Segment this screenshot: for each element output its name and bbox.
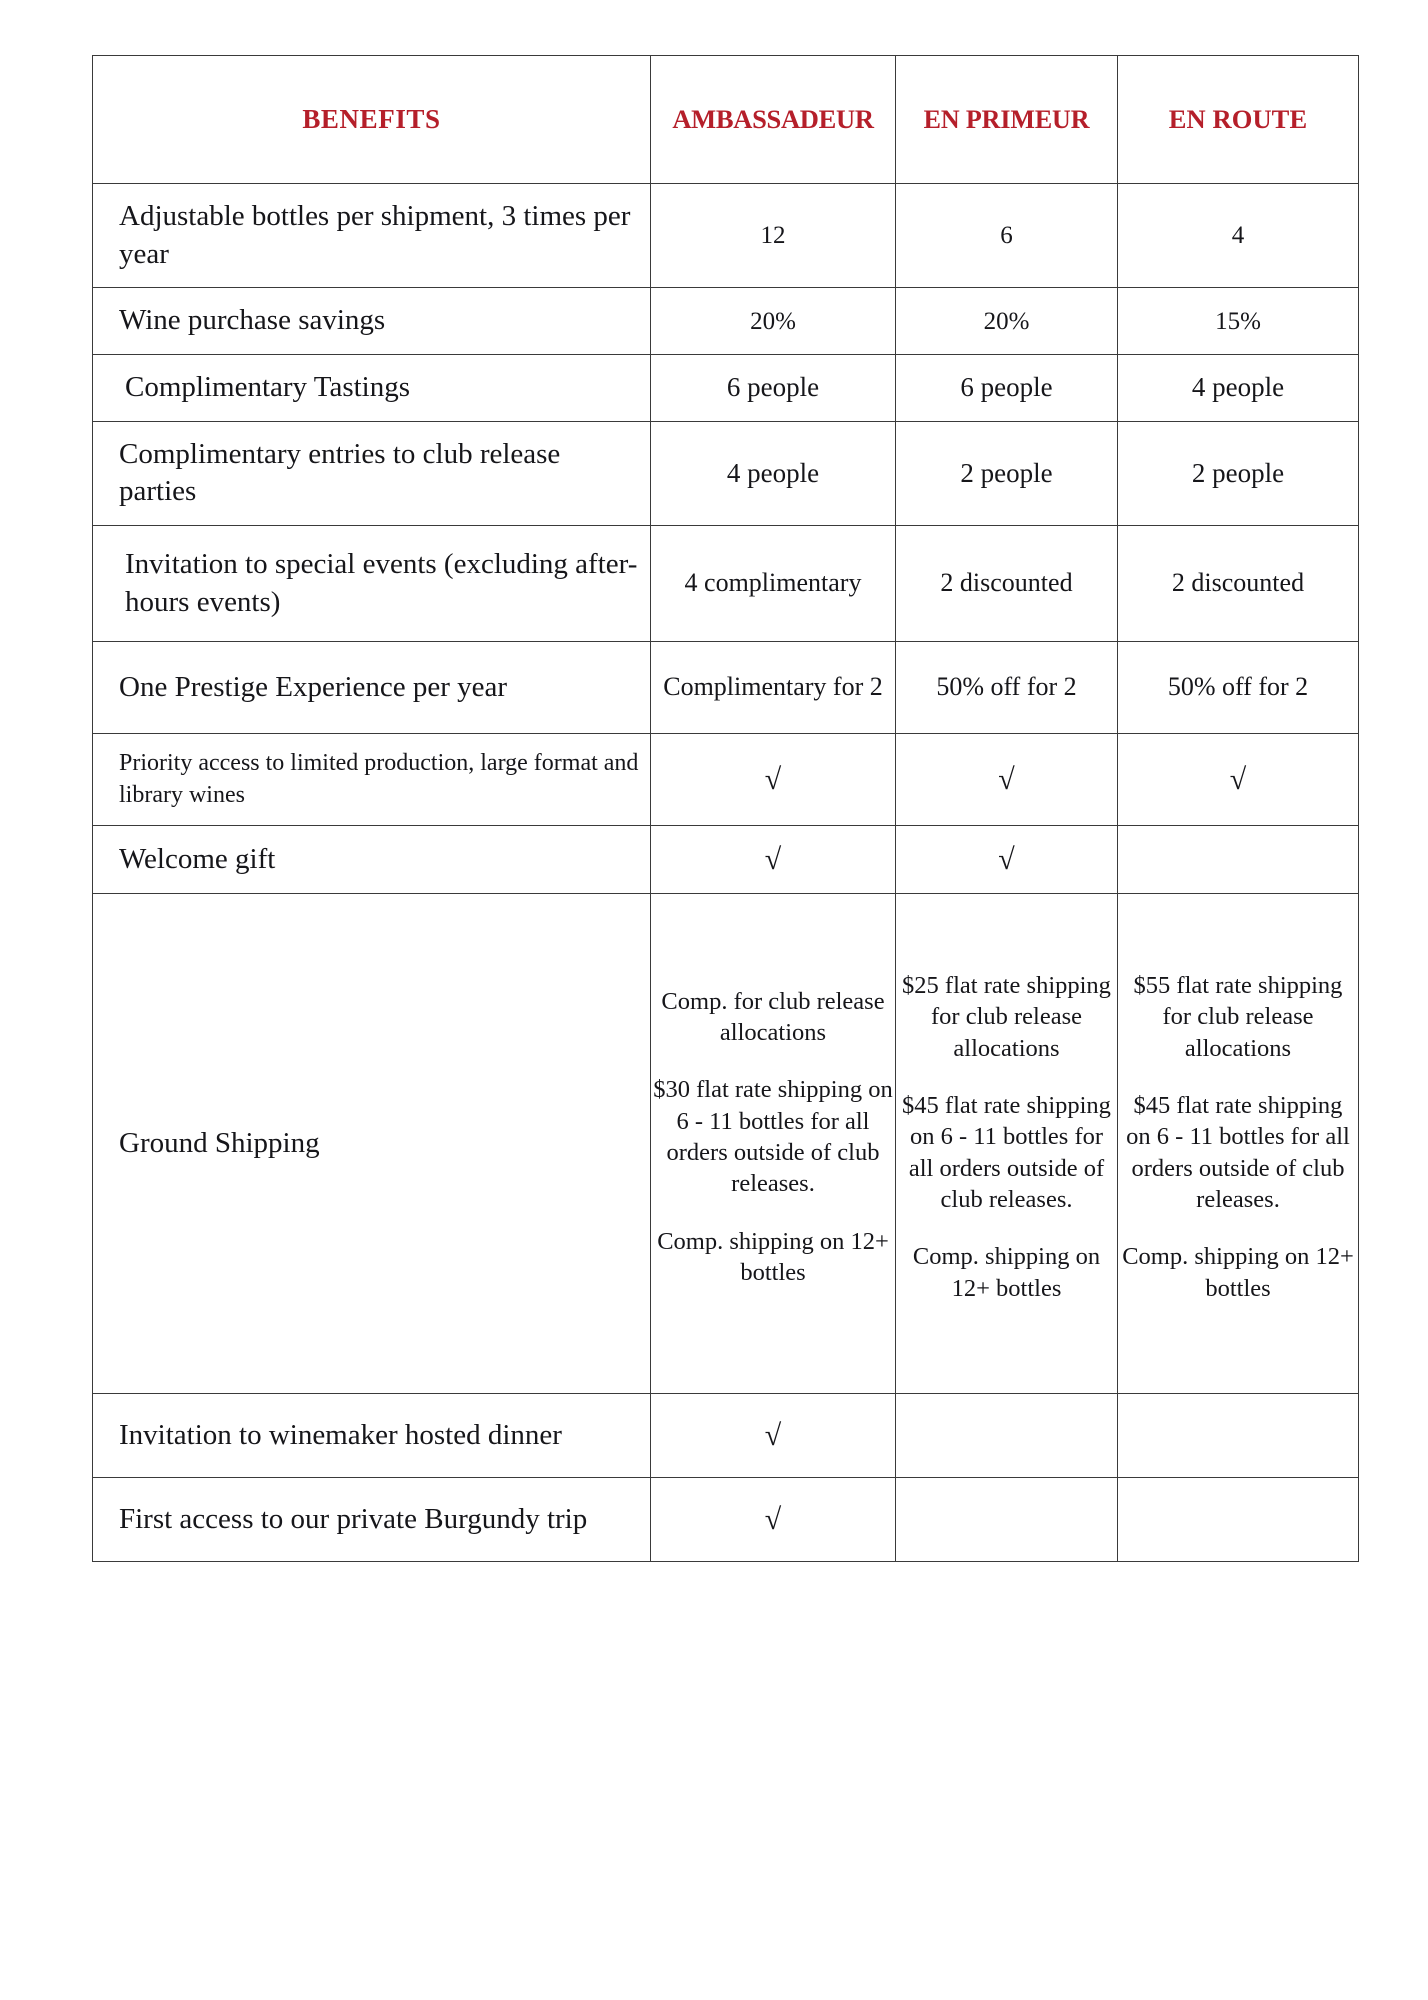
checkmark-priority-en-primeur: √ <box>896 734 1118 826</box>
value-bottles-en-route: 4 <box>1118 184 1359 288</box>
value-tastings-en-primeur: 6 people <box>896 355 1118 422</box>
table-row-priority-access <box>93 734 1359 826</box>
value-parties-ambassadeur: 4 people <box>651 421 896 525</box>
shipping-details-ambassadeur <box>651 894 896 1394</box>
checkmark-welcome-en-route <box>1118 826 1359 894</box>
value-bottles-ambassadeur: 12 <box>651 184 896 288</box>
shipping-details-en-primeur <box>896 894 1118 1394</box>
table-row-welcome-gift <box>93 826 1359 894</box>
shipping-prim-line-1: $25 flat rate shipping for club release allocations <box>902 971 1111 1062</box>
shipping-route-line-2: $45 flat rate shipping on 6 - 11 bottles for all orders outside of club releases. <box>1126 1091 1350 1213</box>
table-row-winemaker-dinner <box>93 1394 1359 1478</box>
table-row-ground-shipping <box>93 894 1359 1394</box>
benefit-label-bottles: Adjustable bottles per shipment, 3 times per year <box>93 184 651 288</box>
shipping-details-en-route <box>1118 894 1359 1394</box>
checkmark-dinner-en-primeur <box>896 1394 1118 1478</box>
checkmark-welcome-en-primeur: √ <box>896 826 1118 894</box>
shipping-amb-line-1: Comp. for club release allocations <box>661 987 885 1046</box>
value-bottles-en-primeur: 6 <box>896 184 1118 288</box>
shipping-route-line-3: Comp. shipping on 12+ bottles <box>1122 1243 1354 1302</box>
value-savings-en-primeur: 20% <box>896 288 1118 355</box>
table-row-parties <box>93 421 1359 525</box>
shipping-prim-line-2: $45 flat rate shipping on 6 - 11 bottles for all orders outside of club releases. <box>902 1091 1111 1213</box>
benefit-label-parties: Complimentary entries to club release parties <box>93 421 651 525</box>
column-header-benefits: BENEFITS <box>93 56 651 184</box>
benefit-label-prestige-experience: One Prestige Experience per year <box>93 642 651 734</box>
column-header-en-primeur: EN PRIMEUR <box>896 56 1118 184</box>
membership-benefits-table <box>92 55 1359 1562</box>
value-prestige-ambassadeur: Complimentary for 2 <box>651 642 896 734</box>
benefit-label-tastings: Complimentary Tastings <box>93 355 651 422</box>
value-tastings-en-route: 4 people <box>1118 355 1359 422</box>
value-special-events-en-primeur: 2 discounted <box>896 526 1118 642</box>
benefit-label-ground-shipping: Ground Shipping <box>93 894 651 1394</box>
column-header-en-route: EN ROUTE <box>1118 56 1359 184</box>
checkmark-dinner-en-route <box>1118 1394 1359 1478</box>
checkmark-priority-en-route: √ <box>1118 734 1359 826</box>
benefit-label-priority-access: Priority access to limited production, large format and library wines <box>93 734 651 826</box>
shipping-route-line-1: $55 flat rate shipping for club release allocations <box>1133 971 1343 1062</box>
value-prestige-en-route: 50% off for 2 <box>1118 642 1359 734</box>
table-row-special-events <box>93 526 1359 642</box>
value-prestige-en-primeur: 50% off for 2 <box>896 642 1118 734</box>
column-header-ambassadeur: AMBASSADEUR <box>651 56 896 184</box>
checkmark-burgundy-en-primeur <box>896 1478 1118 1562</box>
checkmark-burgundy-en-route <box>1118 1478 1359 1562</box>
checkmark-burgundy-ambassadeur: √ <box>651 1478 896 1562</box>
table-header <box>93 56 1359 184</box>
table-row-bottles <box>93 184 1359 288</box>
value-parties-en-primeur: 2 people <box>896 421 1118 525</box>
checkmark-priority-ambassadeur: √ <box>651 734 896 826</box>
benefit-label-welcome-gift: Welcome gift <box>93 826 651 894</box>
shipping-amb-line-2: $30 flat rate shipping on 6 - 11 bottles for all orders outside of club releases. <box>653 1076 893 1198</box>
checkmark-dinner-ambassadeur: √ <box>651 1394 896 1478</box>
table-row-burgundy-trip <box>93 1478 1359 1562</box>
shipping-amb-line-3: Comp. shipping on 12+ bottles <box>657 1227 889 1287</box>
benefit-label-savings: Wine purchase savings <box>93 288 651 355</box>
value-parties-en-route: 2 people <box>1118 421 1359 525</box>
value-savings-ambassadeur: 20% <box>651 288 896 355</box>
table-row-savings <box>93 288 1359 355</box>
table-row-tastings <box>93 355 1359 422</box>
table-row-prestige-experience <box>93 642 1359 734</box>
benefit-label-special-events: Invitation to special events (excluding after-hours events) <box>93 526 651 642</box>
benefit-label-burgundy-trip: First access to our private Burgundy trip <box>93 1478 651 1562</box>
value-savings-en-route: 15% <box>1118 288 1359 355</box>
table-body <box>93 184 1359 1562</box>
header-row <box>93 56 1359 184</box>
benefit-label-winemaker-dinner: Invitation to winemaker hosted dinner <box>93 1394 651 1478</box>
value-tastings-ambassadeur: 6 people <box>651 355 896 422</box>
value-special-events-ambassadeur: 4 complimentary <box>651 526 896 642</box>
value-special-events-en-route: 2 discounted <box>1118 526 1359 642</box>
checkmark-welcome-ambassadeur: √ <box>651 826 896 894</box>
shipping-prim-line-3: Comp. shipping on 12+ bottles <box>912 1243 1101 1302</box>
